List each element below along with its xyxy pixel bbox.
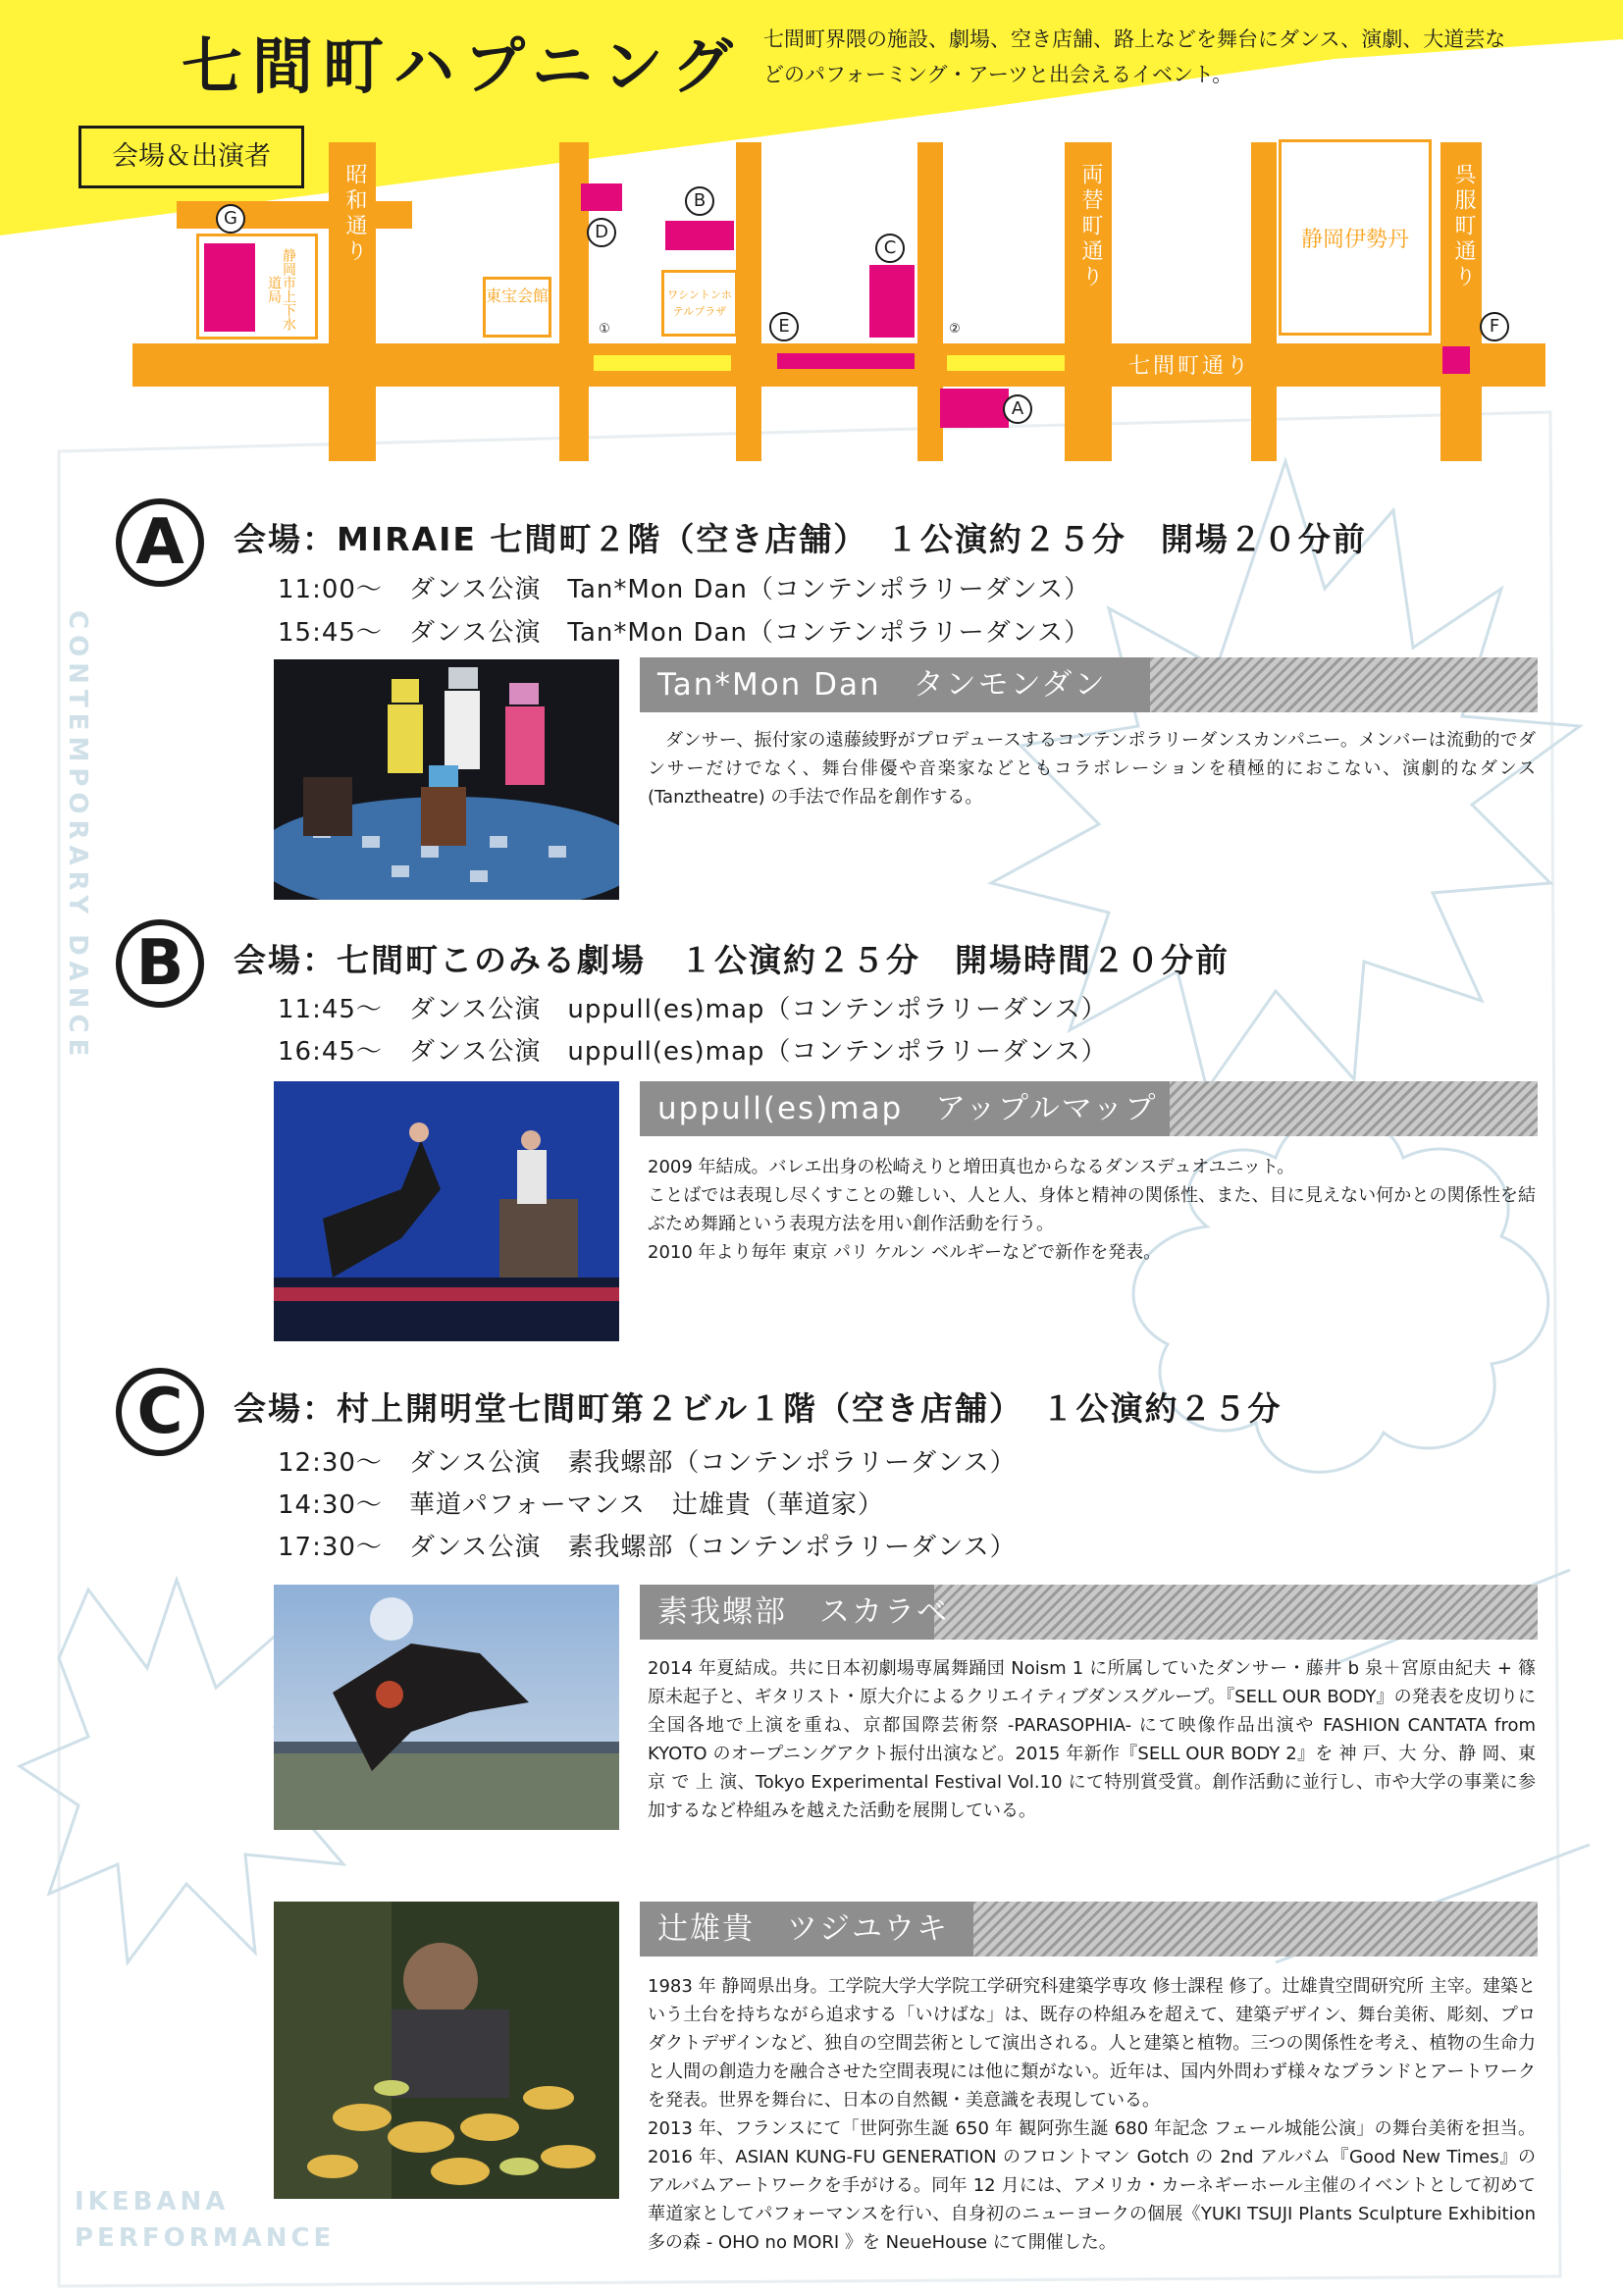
section-c-badge: C xyxy=(116,1368,204,1456)
intro-text: 七間町界隈の施設、劇場、空き店舗、路上などを舞台にダンス、演劇、大道芸などのパフォーミング・アーツと出会えるイベント。 xyxy=(763,27,1506,86)
gofuku-road-label: 呉服町通り xyxy=(1451,163,1476,290)
toho-label: 東宝会館 xyxy=(486,287,550,305)
map-marker-b: B xyxy=(685,186,714,216)
uppullesmap-desc-p3: 2010 年より毎年 東京 パリ ケルン ベルギーなどで新作を発表。 xyxy=(648,1242,1162,1263)
section-c-title: 会場：村上開明堂七間町第２ビル１階（空き店舗） １公演約２５分 xyxy=(234,1389,1283,1428)
section-a-badge: A xyxy=(116,498,204,587)
tanmondan-photo xyxy=(274,659,619,900)
scarabe-name: 素我螺部 スカラベ xyxy=(657,1594,949,1630)
tsuji-name-band xyxy=(640,1902,1538,1957)
toho-building xyxy=(483,277,551,338)
map-marker-a: A xyxy=(1003,394,1032,424)
uppullesmap-desc-p2: ことばでは表現し尽くすことの難しい、人と人、身体と精神の関係性、また、目に見えない何かとの関係性を結ぶため舞踊という表現方法を用い創作活動を行う。 xyxy=(648,1185,1536,1234)
section-a-title: 会場：MIRAIE 七間町２階（空き店舗） １公演約２５分 開場２０分前 xyxy=(234,520,1367,558)
uppullesmap-name-band xyxy=(640,1081,1538,1136)
section-c-schedule-1: 12:30～ ダンス公演 素我螺部（コンテンポラリーダンス） xyxy=(278,1448,1017,1478)
map-marker-g: G xyxy=(216,204,245,234)
ryogae-road-label: 両替町通り xyxy=(1078,163,1103,290)
scarabe-desc-p1: 2014 年夏結成。共に日本初劇場専属舞踊団 Noism 1 に所属していたダンサー・藤井 b 泉＋宮原由紀夫 + 篠原未起子と、ギタリスト・原大介によるクリエイティブダンスグループ。『SELL OUR BODY』の発表を皮切りに全国各地で上演を重ね、京都国際芸術祭 -PARASOPHIA- にて映像作品出演や FASHION CANTATA from KYOTO のオープニングアクト振付出演など。2015 年新作『SELL OUR BODY 2』を 神 戸、大 分、静 岡、東 京 で 上 演、Tokyo Experimental Festival Vol.10 にて特別賞受賞。創作活動に並行し、市や大学の事業に参加するなど枠組みを越えた活動を展開している。 xyxy=(648,1658,1537,1821)
scarabe-photo xyxy=(274,1585,619,1830)
scarabe-name-band xyxy=(640,1585,1538,1640)
tsuji-desc xyxy=(648,1972,1553,2257)
scarabe-desc xyxy=(648,1654,1536,1825)
section-c-schedule-2: 14:30～ 華道パフォーマンス 辻雄貴（華道家） xyxy=(278,1490,884,1520)
tanmondan-name: Tan*Mon Dan タンモンダン xyxy=(657,667,1107,703)
map-marker-c: C xyxy=(875,234,905,263)
showa-road-label: 昭和通り xyxy=(342,163,367,265)
tsuji-desc-p1: 1983 年 静岡県出身。工学院大学大学院工学研究科建築学専攻 修士課程 修了。辻雄貴空間研究所 主宰。建築という土台を持ちながら追求する「いけばな」は、既存の枠組みを超えて、建築デザイン、舞台美術、彫刻、プロダクトデザインなど、独自の空間芸術として演出される。人と建築と植物。三つの関係性を考え、植物の生命力と人間の創造力を融合させた空間表現には他に類がない。近年は、国内外問わず様々なブランドとアートワークを発表。世界を舞台に、日本の自然観・美意識を表現している。 xyxy=(648,1976,1536,2111)
section-a-schedule-2: 15:45～ ダンス公演 Tan*Mon Dan（コンテンポラリーダンス） xyxy=(278,618,1091,648)
venue-g-block xyxy=(204,243,255,332)
waterworks-label: 静岡市上下水道局 xyxy=(266,248,296,331)
isetan-building xyxy=(1279,139,1432,336)
uppullesmap-desc xyxy=(648,1153,1536,1267)
section-b-schedule-1: 11:45～ ダンス公演 uppull(es)map（コンテンポラリーダンス） xyxy=(278,995,1108,1024)
tanmondan-desc xyxy=(648,726,1536,811)
section-b-badge: B xyxy=(116,919,204,1008)
map-marker-e: E xyxy=(769,312,799,341)
tsuji-desc-p2: 2013 年、フランスにて「世阿弥生誕 650 年 観阿弥生誕 680 年記念 フェール城能公演」の舞台美術を担当。2016 年、ASIAN KUNG-FU GENERATION のフロントマン Gotch の 2nd アルバム『Good New Times』のアルバムアートワークを手がける。同年 12 月には、アメリカ・カーネギーホール主催のイベントとして初めて華道家としてパフォーマンスを行い、自身初のニューヨークの個展《YUKI TSUJI Plants Sculpture Exhibition 多の森 - OHO no MORI 》を NeueHouse にて開催した。 xyxy=(648,2118,1553,2253)
tanmondan-desc-p1: ダンサー、振付家の遠藤綾野がプロデュースするコンテンポラリーダンスカンパニー。メンバーは流動的でダンサーだけでなく、舞台俳優や音楽家などともコラボレーションを積極的におこない、演劇的なダンス (Tanztheatre) の手法で作品を創作する。 xyxy=(648,730,1536,808)
uppullesmap-name: uppull(es)map アップルマップ xyxy=(657,1091,1158,1126)
section-c-schedule-3: 17:30～ ダンス公演 素我螺部（コンテンポラリーダンス） xyxy=(278,1533,1017,1562)
tsuji-name: 辻雄貴 ツジユウキ xyxy=(657,1911,949,1947)
venue-tag: 会場＆出演者 xyxy=(79,126,304,188)
washington-building xyxy=(661,270,738,337)
section-b-title: 会場：七間町このみる劇場 １公演約２５分 開場時間２０分前 xyxy=(234,941,1230,979)
section-a-schedule-1: 11:00～ ダンス公演 Tan*Mon Dan（コンテンポラリーダンス） xyxy=(278,575,1091,604)
washington-label: ワシントンホテルプラザ xyxy=(667,288,732,318)
map-marker-d: D xyxy=(587,218,616,247)
tsuji-photo xyxy=(274,1902,619,2199)
section-b-schedule-2: 16:45～ ダンス公演 uppull(es)map（コンテンポラリーダンス） xyxy=(278,1037,1108,1067)
uppullesmap-photo xyxy=(274,1081,619,1341)
map-marker-f: F xyxy=(1480,312,1509,341)
ikebana-decor-1: IKEBANA xyxy=(75,2187,230,2217)
uppullesmap-desc-p1: 2009 年結成。バレエ出身の松崎えりと増田真也からなるダンスデュオユニット。 xyxy=(648,1157,1295,1177)
ikebana-decor-2: PERFORMANCE xyxy=(75,2223,336,2253)
map-number-1: ① xyxy=(599,322,610,337)
shichiken-road-label: 七間町通り xyxy=(1128,354,1252,379)
contemporary-dance-decor: CONTEMPORARY DANCE xyxy=(63,610,92,1063)
isetan-label: 静岡伊勢丹 xyxy=(1300,228,1409,252)
tanmondan-name-band xyxy=(640,657,1538,712)
map-number-2: ② xyxy=(949,322,961,337)
page-title: 七間町ハプニング xyxy=(182,30,743,102)
